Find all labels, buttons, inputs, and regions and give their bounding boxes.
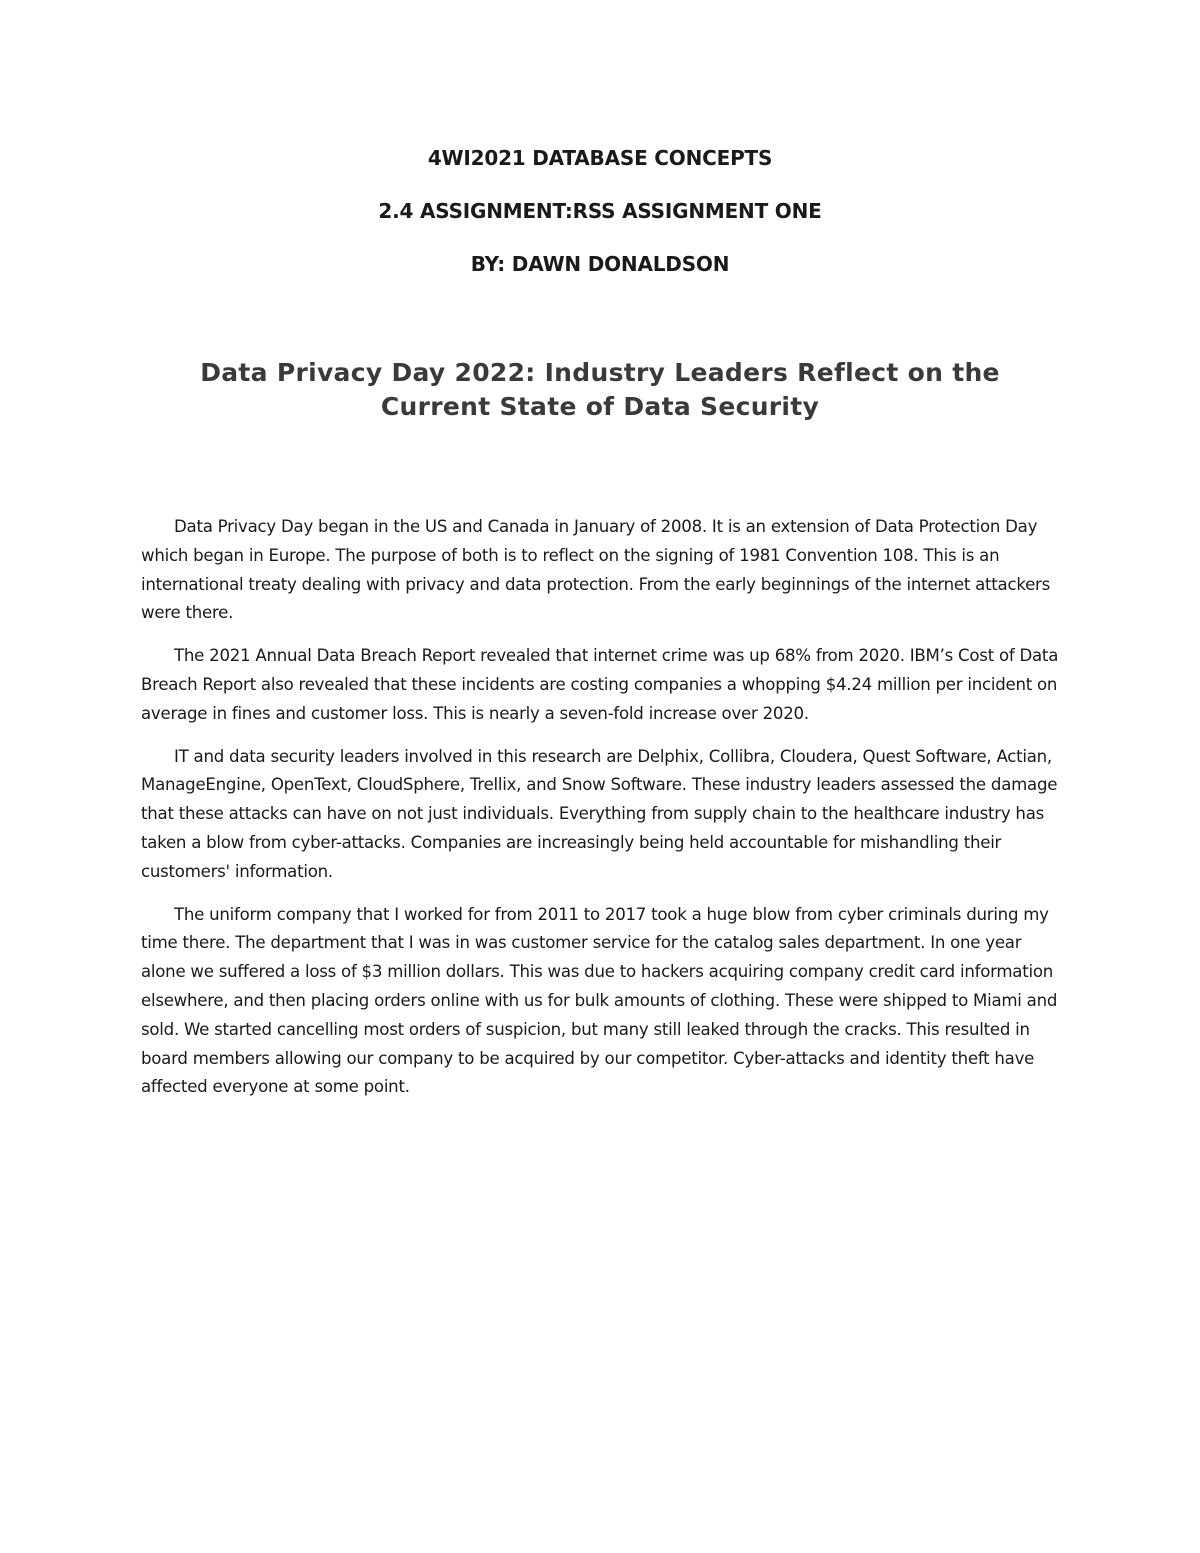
course-title: 4WI2021 DATABASE CONCEPTS (427, 146, 773, 170)
paragraph: The 2021 Annual Data Breach Report revealed that internet crime was up 68% from 2020. IBM’s Cost of Data Breach Report also revealed that these incidents are costing companies a whopping $4.24 million per incident on average in fines and customer loss. This is nearly a seven-fold increase over 2020. (141, 646, 1059, 723)
article-body (141, 513, 1061, 1116)
paragraph: IT and data security leaders involved in this research are Delphix, Collibra, Cloudera, Quest Software, Actian, ManageEngine, OpenText, CloudSphere, Trellix, and Snow Software. These industry leaders assessed the damage that these attacks can have on not just individuals. Everything from supply chain to the healthcare industry has taken a blow from cyber-attacks. Companies are increasingly being held accountable for mishandling their customers' information. (141, 746, 1058, 881)
article-title: Data Privacy Day 2022: Industry Leaders Reflect on the Current State of Data Security (200, 358, 1000, 421)
document-header (0, 144, 1200, 303)
paragraph: Data Privacy Day began in the US and Canada in January of 2008. It is an extension of Data Protection Day which began in Europe. The purpose of both is to reflect on the signing of 1981 Convention 108. This is an international treaty dealing with privacy and data protection. From the early beginnings of the internet attackers were there. (141, 517, 1051, 623)
paragraph: The uniform company that I worked for from 2011 to 2017 took a huge blow from cyber criminals during my time there. The department that I was in was customer service for the catalog sales department. In one year alone we suffered a loss of $3 million dollars. This was due to hackers acquiring company credit card information elsewhere, and then placing orders online with us for bulk amounts of clothing. These were shipped to Miami and sold. We started cancelling most orders of suspicion, but many still leaked through the cracks. This resulted in board members allowing our company to be acquired by our competitor. Cyber-attacks and identity theft have affected everyone at some point. (141, 904, 1058, 1097)
author-line: BY: DAWN DONALDSON (470, 252, 730, 276)
assignment-title: 2.4 ASSIGNMENT:RSS ASSIGNMENT ONE (378, 199, 822, 223)
